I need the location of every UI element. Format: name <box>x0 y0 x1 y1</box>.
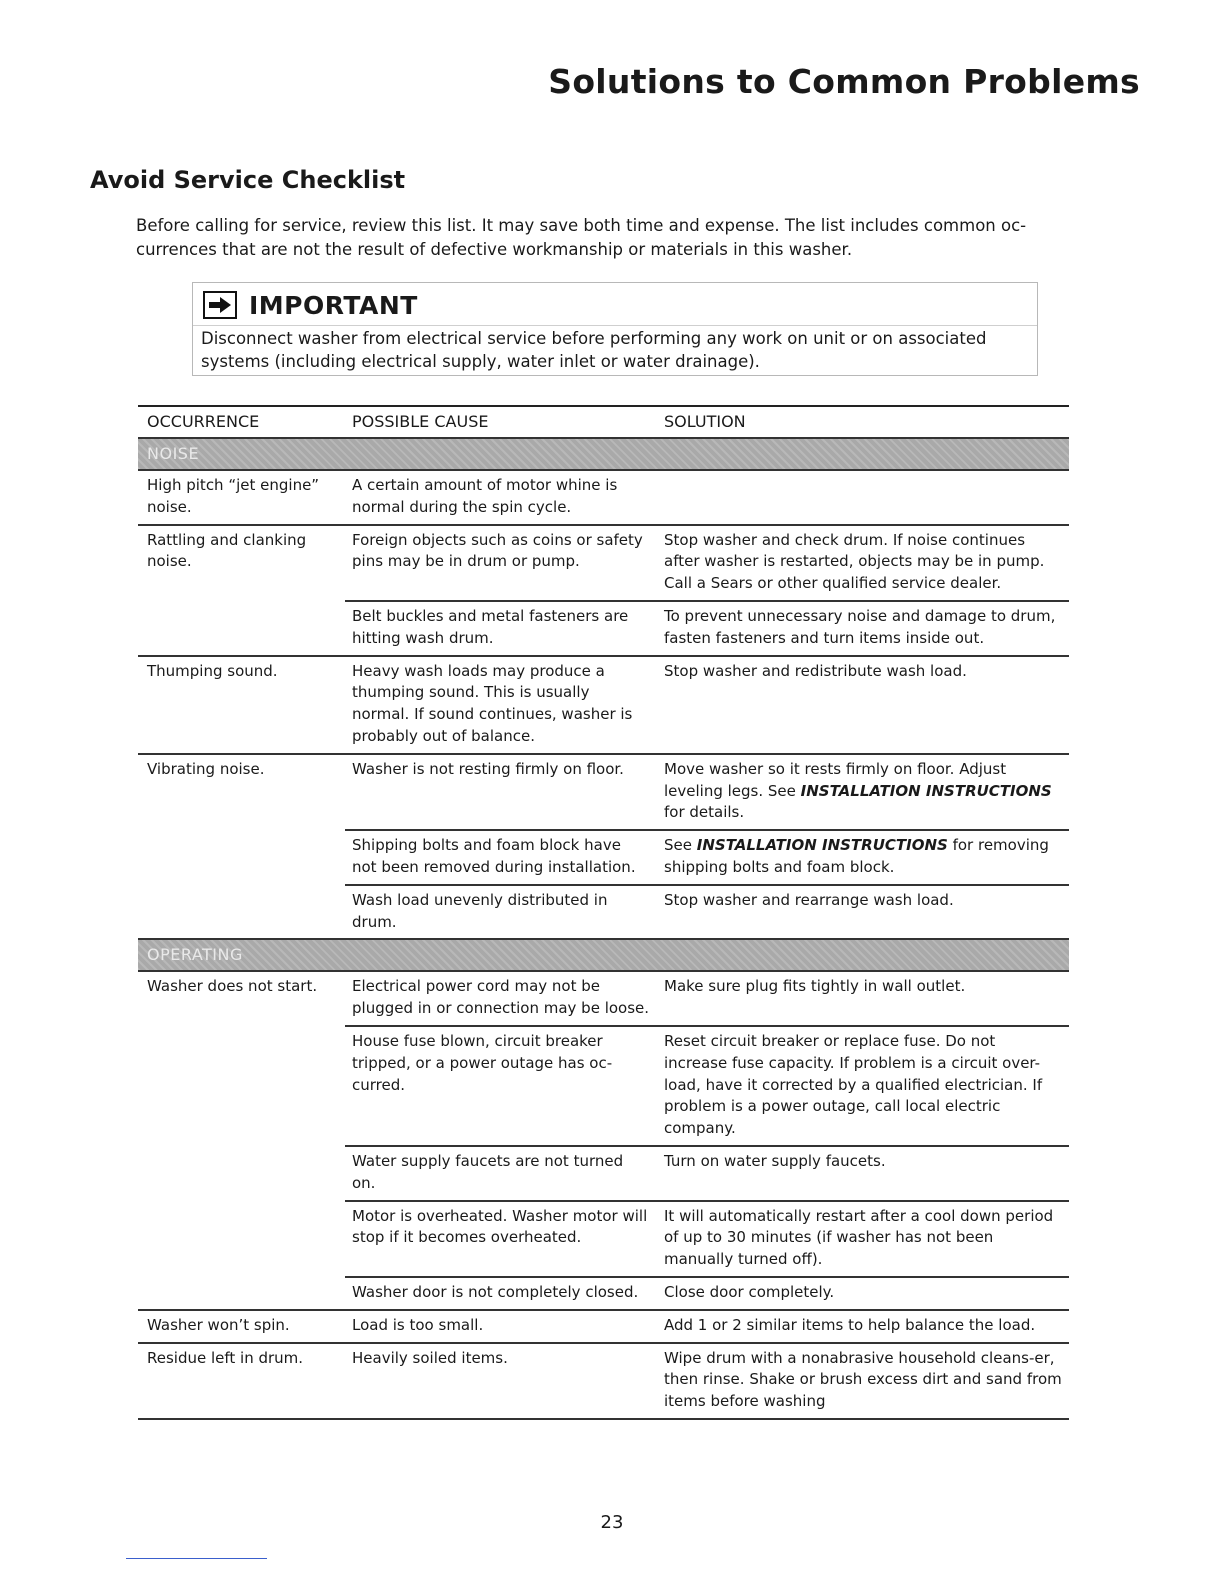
cause-cell: House fuse blown, circuit breaker tripped, or a power outage has oc-curred. <box>352 1031 613 1094</box>
problems-table <box>138 405 1069 1420</box>
header-cause: POSSIBLE CAUSE <box>352 412 489 432</box>
cause-solution-pair <box>345 1344 1069 1418</box>
occurrence-cell: Vibrating noise. <box>147 759 265 778</box>
solution-cell: Add 1 or 2 similar items to help balance the load. <box>664 1315 1036 1334</box>
cause-solution-pair <box>345 1278 1069 1309</box>
cause-cell: Washer is not resting firmly on floor. <box>352 759 624 778</box>
solution-cell: To prevent unnecessary noise and damage to drum, fasten fasteners and turn items inside out. <box>664 606 1056 647</box>
installation-instructions-ref: INSTALLATION INSTRUCTIONS <box>800 781 1052 800</box>
table-row <box>138 1311 1069 1344</box>
solution-cell: Turn on water supply faucets. <box>664 1151 886 1170</box>
occurrence-cell: Washer won’t spin. <box>147 1315 290 1334</box>
table-body <box>138 439 1069 1420</box>
occurrence-cell: Thumping sound. <box>147 661 278 680</box>
occurrence-cell: High pitch “jet engine” noise. <box>147 476 320 516</box>
table-row <box>138 657 1069 755</box>
cause-solution-pair <box>345 1311 1069 1342</box>
occurrence-cell: Rattling and clanking noise. <box>147 530 307 571</box>
cause-cell: Foreign objects such as coins or safety pins may be in drum or pump. <box>352 530 643 571</box>
table-row <box>138 972 1069 1310</box>
header-solution: SOLUTION <box>664 412 746 432</box>
table-row <box>138 526 1069 657</box>
solution-cell: Stop washer and redistribute wash load. <box>664 661 967 680</box>
cause-cell: Motor is overheated. Washer motor will stop if it becomes overheated. <box>352 1206 648 1247</box>
section-title: Avoid Service Checklist <box>90 166 406 194</box>
section-band-operating: OPERATING <box>138 940 1069 972</box>
solution-text: Move washer so it rests firmly on floor. Adjust leveling legs. See <box>664 759 1007 800</box>
table-header <box>138 407 1069 439</box>
cause-cell: Belt buckles and metal fasteners are hitting wash drum. <box>352 606 629 647</box>
occurrence-cell: Residue left in drum. <box>147 1348 304 1367</box>
page-number: 23 <box>600 1512 624 1533</box>
important-header <box>203 289 418 321</box>
solution-cell: Make sure plug fits tightly in wall outlet. <box>664 977 966 996</box>
arrow-right-icon <box>203 291 237 319</box>
solution-cell <box>656 471 1069 524</box>
important-label: IMPORTANT <box>249 290 418 320</box>
installation-instructions-ref: INSTALLATION INSTRUCTIONS <box>696 836 948 855</box>
cause-solution-pair <box>345 972 1069 1027</box>
footer-line <box>126 1558 267 1559</box>
solution-cell <box>656 831 1069 884</box>
section-band-noise: NOISE <box>138 439 1069 471</box>
header-occurrence: OCCURRENCE <box>147 412 260 432</box>
solution-text: for details. <box>664 803 745 822</box>
cause-solution-pair <box>345 886 1069 939</box>
cause-solution-pair <box>345 602 1069 655</box>
solution-cell: Stop washer and rearrange wash load. <box>664 890 954 909</box>
solution-cell: Wipe drum with a nonabrasive household cleans-er, then rinse. Shake or brush excess dirt and sand from items before washing <box>664 1348 1062 1411</box>
solution-cell: Stop washer and check drum. If noise continues after washer is restarted, objects may be in pump. Call a Sears or other qualified service dealer. <box>664 530 1045 593</box>
table-row <box>138 1344 1069 1420</box>
cause-solution-pair <box>345 471 1069 524</box>
cause-cell: Load is too small. <box>352 1315 484 1334</box>
table-row <box>138 755 1069 941</box>
cause-solution-pair <box>345 755 1069 831</box>
cause-solution-pair <box>345 526 1069 602</box>
cause-cell: Water supply faucets are not turned on. <box>352 1151 624 1192</box>
intro-paragraph: Before calling for service, review this list. It may save both time and expense. The list includes common oc-currences that are not the result of defective workmanship or materials in this washer. <box>136 216 1027 259</box>
cause-cell: Wash load unevenly distributed in drum. <box>352 890 608 931</box>
cause-cell: Heavily soiled items. <box>352 1348 508 1367</box>
table-row <box>138 471 1069 526</box>
cause-solution-pair <box>345 831 1069 886</box>
cause-cell: Heavy wash loads may produce a thumping sound. This is usually normal. If sound continues, washer is probably out of balance. <box>352 661 633 745</box>
solution-text: See <box>664 836 697 855</box>
occurrence-cell: Washer does not start. <box>147 977 318 996</box>
solution-cell <box>656 755 1069 829</box>
cause-cell: A certain amount of motor whine is normal during the spin cycle. <box>352 476 618 516</box>
cause-cell: Shipping bolts and foam block have not been removed during installation. <box>352 836 636 876</box>
cause-solution-pair <box>345 1202 1069 1278</box>
important-notice <box>192 282 1038 376</box>
solution-cell: It will automatically restart after a cool down period of up to 30 minutes (if washer has not been manually turned off). <box>664 1206 1054 1269</box>
cause-cell: Electrical power cord may not be plugged in or connection may be loose. <box>352 977 650 1018</box>
solution-cell: Reset circuit breaker or replace fuse. Do not increase fuse capacity. If problem is a circuit over-load, have it corrected by a qualified electrician. If problem is a power outage, call local electric company. <box>664 1031 1043 1138</box>
cause-solution-pair <box>345 657 1069 753</box>
page-title: Solutions to Common Problems <box>548 62 1140 101</box>
solution-text: for removing shipping bolts and foam block. <box>664 836 1049 876</box>
solution-cell: Close door completely. <box>664 1282 835 1301</box>
important-text: Disconnect washer from electrical service before performing any work on unit or on associated systems (including electrical supply, water inlet or water drainage). <box>201 329 987 371</box>
cause-solution-pair <box>345 1027 1069 1147</box>
cause-solution-pair <box>345 1147 1069 1202</box>
cause-cell: Washer door is not completely closed. <box>352 1282 639 1301</box>
